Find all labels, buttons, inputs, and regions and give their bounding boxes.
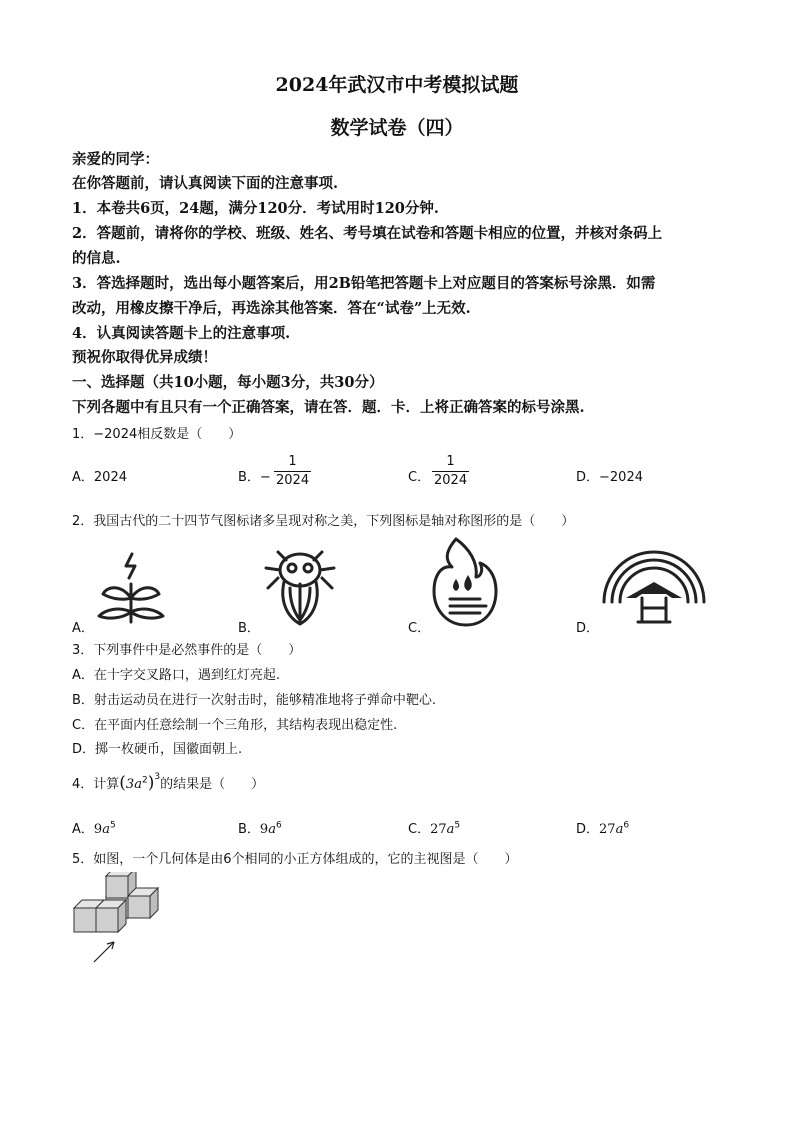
close-paren: ): [147, 773, 155, 793]
notice-intro: 在你答题前，请认真阅读下面的注意事项.: [72, 175, 339, 192]
solar-term-cicada-icon: [262, 548, 338, 628]
question-3-stem: 3．下列事件中是必然事件的是（ ）: [72, 643, 302, 658]
stem-suffix: 的结果是（ ）: [160, 777, 265, 792]
variable: a: [102, 822, 110, 837]
question-1-stem: 1．−2024相反数是（ ）: [72, 427, 242, 442]
coefficient: 9: [93, 822, 103, 837]
coefficient: 9: [259, 822, 269, 837]
q4-option-d: [576, 818, 629, 837]
notice-greeting: 亲爱的同学：: [72, 151, 159, 168]
option-label: B．: [238, 822, 260, 837]
notice-item-1: 1．本卷共6页，24题，满分120分．考试用时120分钟.: [72, 200, 439, 217]
numerator: 1: [288, 454, 297, 469]
q2-option-a-label: A．: [72, 621, 94, 636]
fraction-bar: [274, 471, 311, 472]
notice-item-4: 4．认真阅读答题卡上的注意事项.: [72, 325, 291, 342]
exponent: 5: [109, 820, 116, 831]
q3-option-b: B．射击运动员在进行一次射击时，能够精准地将子弹命中靶心.: [72, 693, 437, 708]
minus-sign: −: [259, 470, 271, 485]
q4-option-c: [408, 818, 460, 837]
solar-term-flame-icon: [430, 535, 500, 629]
section-heading: 一、选择题（共10小题，每小题3分，共30分）: [72, 374, 384, 391]
variable: a: [446, 822, 455, 837]
q1-option-d: [576, 466, 643, 485]
notice-item-2: 2．答题前，请将你的学校、班级、姓名、考号填在试卷和答题卡相应的位置，并核对条码上: [72, 225, 663, 242]
open-paren: (: [119, 773, 126, 793]
q3-option-a: A．在十字交叉路口，遇到红灯亮起.: [72, 668, 281, 683]
stem-prefix: 4．计算: [72, 777, 120, 792]
coefficient: 27: [599, 822, 616, 837]
q2-option-c-label: C．: [408, 621, 431, 636]
q1-option-a: [72, 466, 127, 485]
cube-stack-figure: [70, 872, 166, 968]
q1-option-c: [408, 466, 430, 485]
numerator: 1: [446, 454, 455, 469]
fraction-bar: [432, 471, 469, 472]
option-value: −2024: [599, 470, 643, 485]
notice-wish: 预祝你取得优异成绩！: [72, 349, 217, 366]
notice-item-2-cont: 的信息.: [72, 250, 121, 267]
exponent: 6: [275, 820, 282, 831]
q3-option-d: D．掷一枚硬币，国徽面朝上.: [72, 742, 243, 757]
q4-option-b: [238, 818, 282, 837]
q2-option-d-label: D．: [576, 621, 600, 636]
exponent: 6: [623, 820, 630, 831]
q2-option-b-label: B．: [238, 621, 260, 636]
solar-term-sprout-icon: [95, 550, 175, 625]
exam-title: 2024年武汉市中考模拟试题: [275, 74, 519, 96]
question-4-stem: [72, 773, 264, 793]
option-label: A．: [72, 470, 94, 485]
outer-exponent: 3: [154, 771, 161, 782]
question-5-stem: 5．如图，一个几何体是由6个相同的小正方体组成的，它的主视图是（ ）: [72, 852, 518, 867]
option-label: A．: [72, 822, 94, 837]
option-label: B．: [238, 470, 260, 485]
denominator: 2024: [276, 473, 310, 488]
question-2-stem: 2．我国古代的二十四节气图标诸多呈现对称之美，下列图标是轴对称图形的是（ ）: [72, 514, 575, 529]
exam-subtitle: 数学试卷（四）: [330, 117, 464, 139]
inner-exponent: 2: [141, 775, 148, 786]
exponent: 5: [454, 820, 461, 831]
solar-term-rainbow-pavilion-icon: [598, 548, 710, 628]
variable: a: [615, 822, 624, 837]
option-label: D．: [576, 822, 600, 837]
q4-option-a: [72, 818, 116, 837]
option-label: C．: [408, 822, 431, 837]
notice-item-3-cont: 改动，用橡皮擦干净后，再选涂其他答案．答在“试卷”上无效.: [72, 300, 471, 317]
q1-option-c-fraction: [432, 454, 469, 488]
option-label: D．: [576, 470, 600, 485]
coefficient: 27: [430, 822, 447, 837]
notice-item-3: 3．答选择题时，选出每小题答案后，用2B铅笔把答题卡上对应题目的答案标号涂黑．如需: [72, 275, 656, 292]
q1-option-b-fraction: [274, 454, 311, 488]
variable: a: [268, 822, 276, 837]
section-instruction: 下列各题中有且只有一个正确答案，请在答．题．卡．上将正确答案的标号涂黑.: [72, 399, 585, 416]
option-label: C．: [408, 470, 431, 485]
denominator: 2024: [434, 473, 468, 488]
expression-base: 3a: [125, 777, 142, 792]
q3-option-c: C．在平面内任意绘制一个三角形，其结构表现出稳定性.: [72, 718, 398, 733]
option-value: 2024: [93, 470, 127, 485]
q1-option-b: [238, 466, 271, 485]
